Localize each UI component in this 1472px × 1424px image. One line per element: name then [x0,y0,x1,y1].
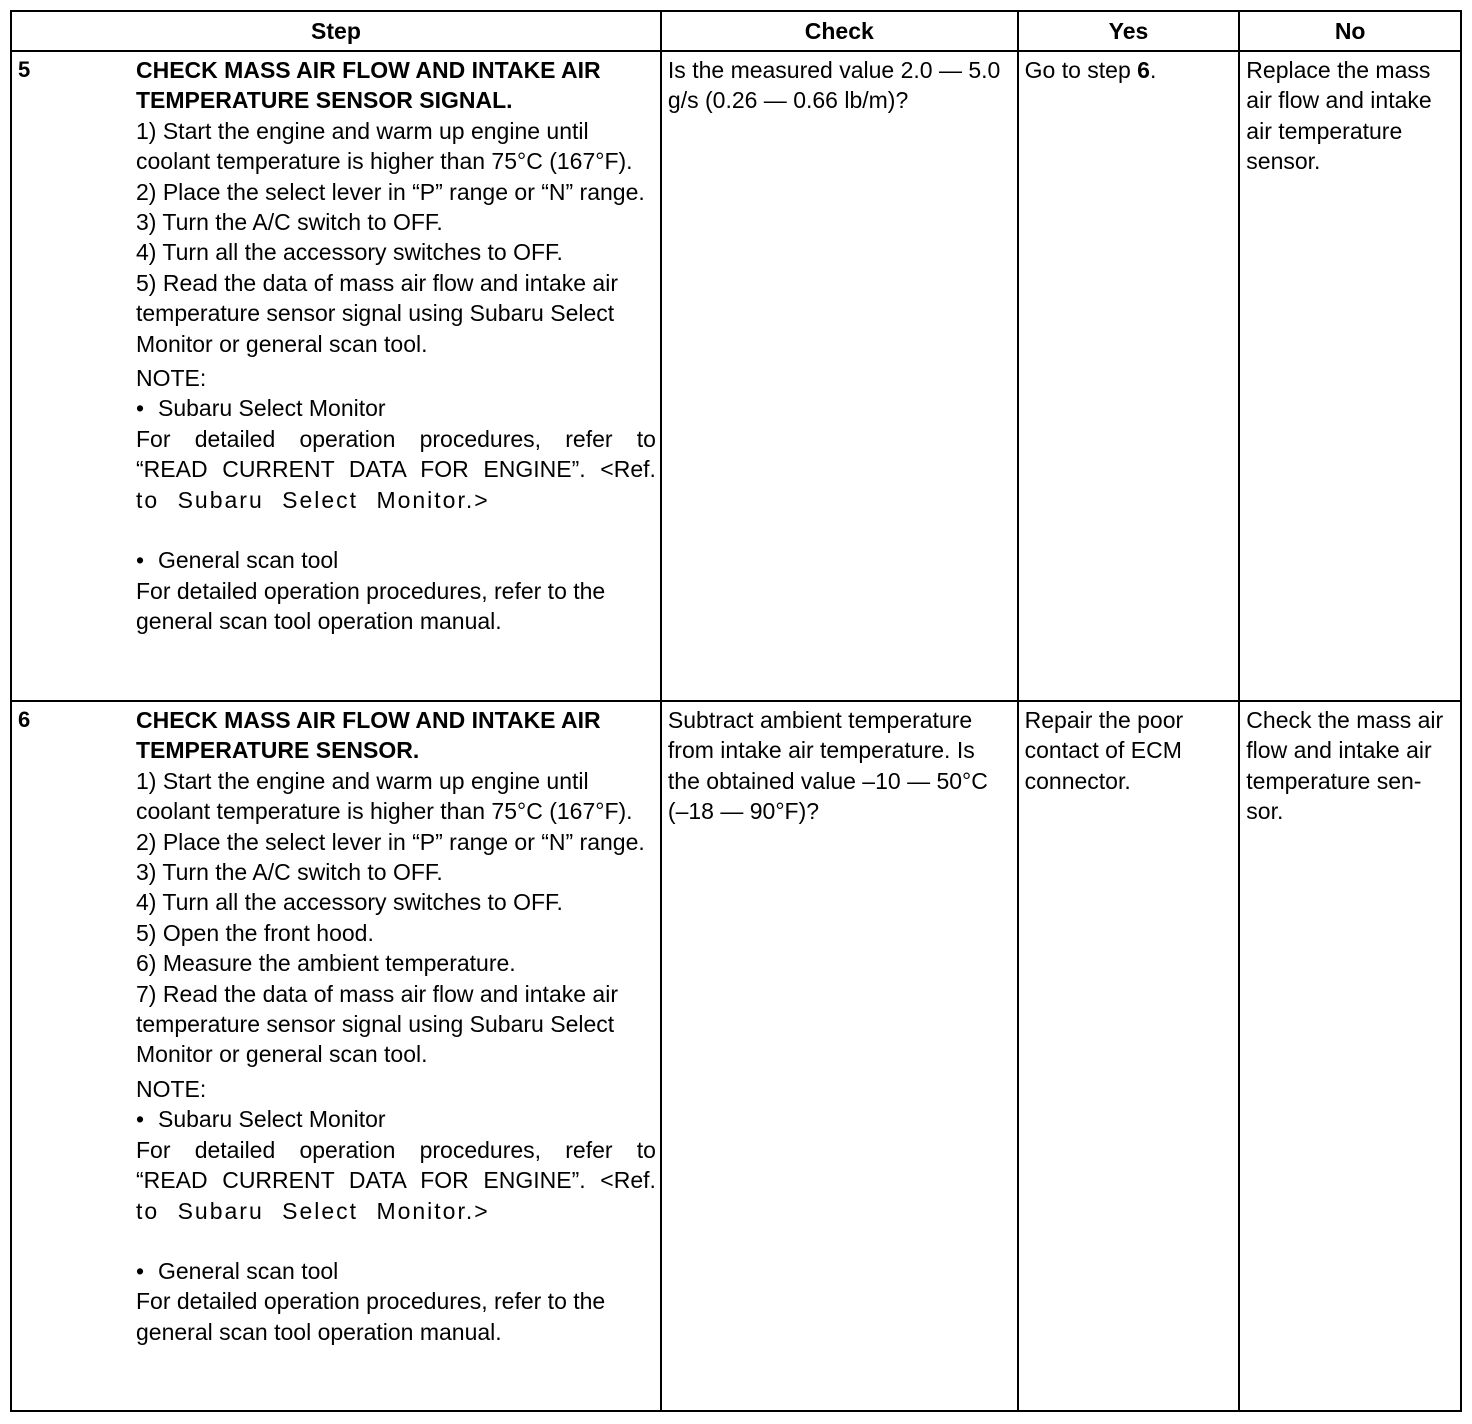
step-number: 5 [18,57,31,82]
header-step: Step [11,11,661,51]
step-title-line: TEMPERATURE SENSOR. [136,737,420,764]
step-title [136,55,656,116]
no-text: Replace the mass air flow and intake air temperature sensor. [1246,57,1432,175]
note-bullet-item: • Subaru Select Monitor [136,1104,656,1134]
header-check: Check [661,11,1018,51]
step-body [136,52,660,636]
note-text: to Subaru Select Monitor.> [136,1197,490,1224]
header-yes: Yes [1018,11,1240,51]
instruction: 4) Turn all the accessory switches to OFF. [136,889,563,916]
check-cell [661,701,1018,1411]
step-title-line: TEMPERATURE SENSOR SIGNAL. [136,87,513,114]
instruction: 5) Read the data of mass air flow and intake air temperature sensor signal using Subaru Select Monitor or general scan tool. [136,269,618,357]
instruction: 1) Start the engine and warm up engine until coolant temperature is higher than 75°C (167°F). [136,767,633,825]
instruction: 3) Turn the A/C switch to OFF. [136,209,443,236]
instruction: 2) Place the select lever in “P” range or “N” range. [136,828,645,855]
yes-text: Repair the poor contact of ECM connector. [1024,707,1184,794]
step-title [136,705,656,766]
note-bullet-item: • Subaru Select Monitor [136,393,656,423]
note-text: to Subaru Select Monitor.> [136,486,490,513]
check-text: Subtract ambient temperature from intake air temperature. Is the obtained value –10 — 50°C (–18 — 90°F)? [667,707,988,825]
no-cell [1239,701,1461,1411]
instruction: 5) Open the front hood. [136,919,374,946]
yes-text-suffix: . [1149,57,1157,83]
note-text: “READ CURRENT DATA FOR ENGINE”. <Ref. [136,1167,656,1194]
diagnostic-procedure-table [10,10,1462,1422]
procedure-table [10,10,1462,1412]
instruction: 2) Place the select lever in “P” range or “N” range. [136,178,645,205]
no-cell [1239,51,1461,701]
instruction: 3) Turn the A/C switch to OFF. [136,859,443,886]
header-no: No [1239,11,1461,51]
note-text: For detailed operation procedures, refer to [136,1136,656,1163]
check-text: Is the measured value 2.0 — 5.0 g/s (0.26 — 0.66 lb/m)? [667,57,1001,114]
instruction: 6) Measure the ambient temperature. [136,950,516,977]
step-cell [11,51,661,701]
step-number: 6 [18,707,31,732]
note-label: NOTE: [136,1075,207,1102]
table-row [11,51,1461,701]
yes-cell [1018,51,1240,701]
yes-text-prefix: Go to step [1024,57,1138,83]
spacer [136,515,656,545]
yes-step-link: 6 [1137,57,1150,83]
check-cell [661,51,1018,701]
spacer [136,1226,656,1256]
step-title-line: CHECK MASS AIR FLOW AND INTAKE AIR [136,707,601,733]
note-text: “READ CURRENT DATA FOR ENGINE”. <Ref. [136,456,656,483]
instruction: 1) Start the engine and warm up engine until coolant temperature is higher than 75°C (167°F). [136,117,633,175]
note-bullet-item: • General scan tool [136,545,656,575]
step-title-line: CHECK MASS AIR FLOW AND INTAKE AIR [136,57,601,83]
no-text: Check the mass air flow and intake air temperature sen-sor. [1246,707,1444,825]
step-cell [11,701,661,1411]
note-bullet-item: • General scan tool [136,1256,656,1286]
header-row [11,11,1461,51]
instruction: 7) Read the data of mass air flow and intake air temperature sensor signal using Subaru Select Monitor or general scan tool. [136,980,618,1068]
note-label: NOTE: [136,365,207,392]
yes-text [1019,52,1239,85]
step-body [136,702,660,1347]
note-text: For detailed operation procedures, refer to the general scan tool operation manual. [136,1288,606,1345]
note-text: For detailed operation procedures, refer to the general scan tool operation manual. [136,577,606,634]
instruction: 4) Turn all the accessory switches to OFF. [136,239,563,266]
yes-cell [1018,701,1240,1411]
table-row [11,701,1461,1411]
note-text: For detailed operation procedures, refer to [136,425,656,452]
